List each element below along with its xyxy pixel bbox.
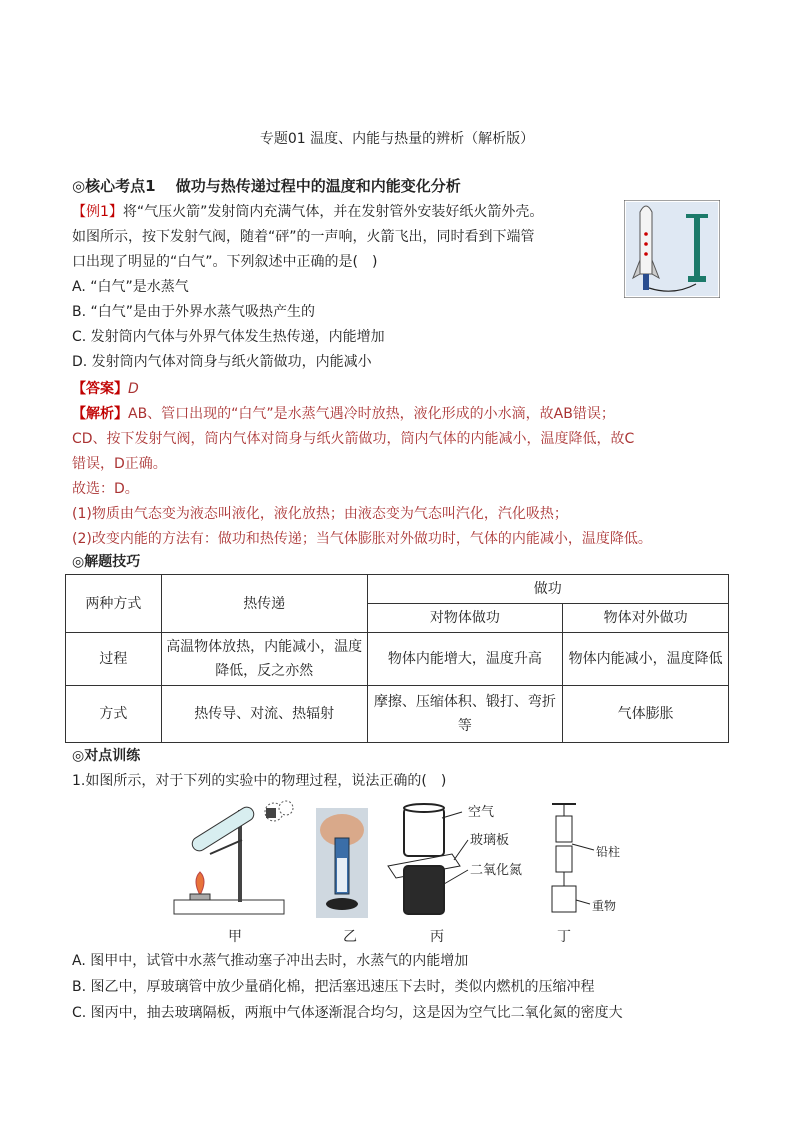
analysis-tag: 【解析】 xyxy=(72,406,128,422)
answer-line xyxy=(72,380,139,398)
table-cell: 方式 xyxy=(66,686,162,743)
table-header-heat: 热传递 xyxy=(161,575,367,633)
label-air: 空气 xyxy=(468,805,495,820)
figure-label-yi: 乙 xyxy=(343,929,357,945)
label-no2: 二氧化氮 xyxy=(470,863,523,878)
analysis-line-4: 故选：D。 xyxy=(72,481,139,497)
compression-tube-figure xyxy=(316,808,368,918)
label-glass: 玻璃板 xyxy=(470,833,510,848)
option-c: C. 发射筒内气体与外界气体发生热传递，内能增加 xyxy=(72,329,385,345)
training-heading: ◎对点训练 xyxy=(72,748,141,764)
table-row xyxy=(66,575,729,604)
analysis-text-1: AB、管口出现的“白气”是水蒸气遇冷时放热，液化形成的小水滴，故AB错误； xyxy=(128,406,615,422)
analysis-line-6: (2)改变内能的方法有：做功和热传递；当气体膨胀对外做功时，气体的内能减小，温度降低。 xyxy=(72,531,652,547)
example-tag: 【例1】 xyxy=(72,204,123,220)
analysis-line-2: CD、按下发射气阀，筒内气体对筒身与纸火箭做功，筒内气体的内能减小，温度降低，故C xyxy=(72,431,635,447)
table-cell: 物体内能减小，温度降低 xyxy=(563,633,729,686)
table-cell: 过程 xyxy=(66,633,162,686)
figure-label-jia: 甲 xyxy=(228,929,242,945)
analysis-line-1 xyxy=(72,405,615,423)
table-header-ways: 两种方式 xyxy=(66,575,162,633)
figure-label-bing: 丙 xyxy=(430,929,444,945)
table-cell: 摩擦、压缩体积、锻打、弯折等 xyxy=(367,686,563,743)
page-title: 专题01 温度、内能与热量的辨析（解析版） xyxy=(259,131,535,147)
table-header-work-on: 对物体做功 xyxy=(367,604,563,633)
rocket-launcher-figure xyxy=(624,200,720,298)
label-weight: 重物 xyxy=(592,899,617,913)
table-header-work: 做功 xyxy=(367,575,728,604)
table-row xyxy=(66,686,729,743)
example-line-1 xyxy=(72,203,543,221)
example-text-1: 将“气压火箭”发射筒内充满气体，并在发射管外安装好纸火箭外壳。 xyxy=(122,204,544,220)
example-line-2: 如图所示，按下发射气阀，随着“砰”的一声响，火箭飞出，同时看到下端管 xyxy=(72,229,535,245)
analysis-line-5: (1)物质由气态变为液态叫液化，液化放热；由液态变为气态叫汽化，汽化吸热； xyxy=(72,506,568,522)
test-tube-heating-figure xyxy=(170,800,300,918)
tips-heading: ◎解题技巧 xyxy=(72,554,141,570)
table-cell: 高温物体放热，内能减小，温度降低，反之亦然 xyxy=(161,633,367,686)
analysis-line-3: 错误，D正确。 xyxy=(72,456,167,472)
core-point-heading: ◎核心考点1 做功与热传递过程中的温度和内能变化分析 xyxy=(72,177,461,195)
q1-option-a: A. 图甲中，试管中水蒸气推动塞子冲出去时，水蒸气的内能增加 xyxy=(72,953,469,969)
q1-option-c: C. 图丙中，抽去玻璃隔板，两瓶中气体逐渐混合均匀，这是因为空气比二氧化氮的密度大 xyxy=(72,1005,623,1021)
label-lead: 铅柱 xyxy=(596,845,621,859)
question-1: 1.如图所示，对于下列的实验中的物理过程，说法正确的( ) xyxy=(72,773,447,789)
q1-option-b: B. 图乙中，厚玻璃管中放少量硝化棉，把活塞迅速压下去时，类似内燃机的压缩冲程 xyxy=(72,979,595,995)
option-a: A. “白气”是水蒸气 xyxy=(72,279,189,295)
option-d: D. 发射筒内气体对筒身与纸火箭做功，内能减小 xyxy=(72,354,372,370)
table-cell: 气体膨胀 xyxy=(563,686,729,743)
table-row xyxy=(66,633,729,686)
option-b: B. “白气”是由于外界水蒸气吸热产生的 xyxy=(72,304,316,320)
figure-label-ding: 丁 xyxy=(557,929,571,945)
table-cell: 物体内能增大，温度升高 xyxy=(367,633,563,686)
method-comparison-table xyxy=(65,574,729,743)
answer-value: D xyxy=(128,381,139,397)
table-header-work-by: 物体对外做功 xyxy=(563,604,729,633)
gas-diffusion-figure xyxy=(382,800,542,918)
example-line-3: 口出现了明显的“白气”。下列叙述中正确的是( ) xyxy=(72,254,378,270)
lead-cylinders-figure xyxy=(544,800,634,918)
table-cell: 热传导、对流、热辐射 xyxy=(161,686,367,743)
answer-tag: 【答案】 xyxy=(72,381,128,397)
